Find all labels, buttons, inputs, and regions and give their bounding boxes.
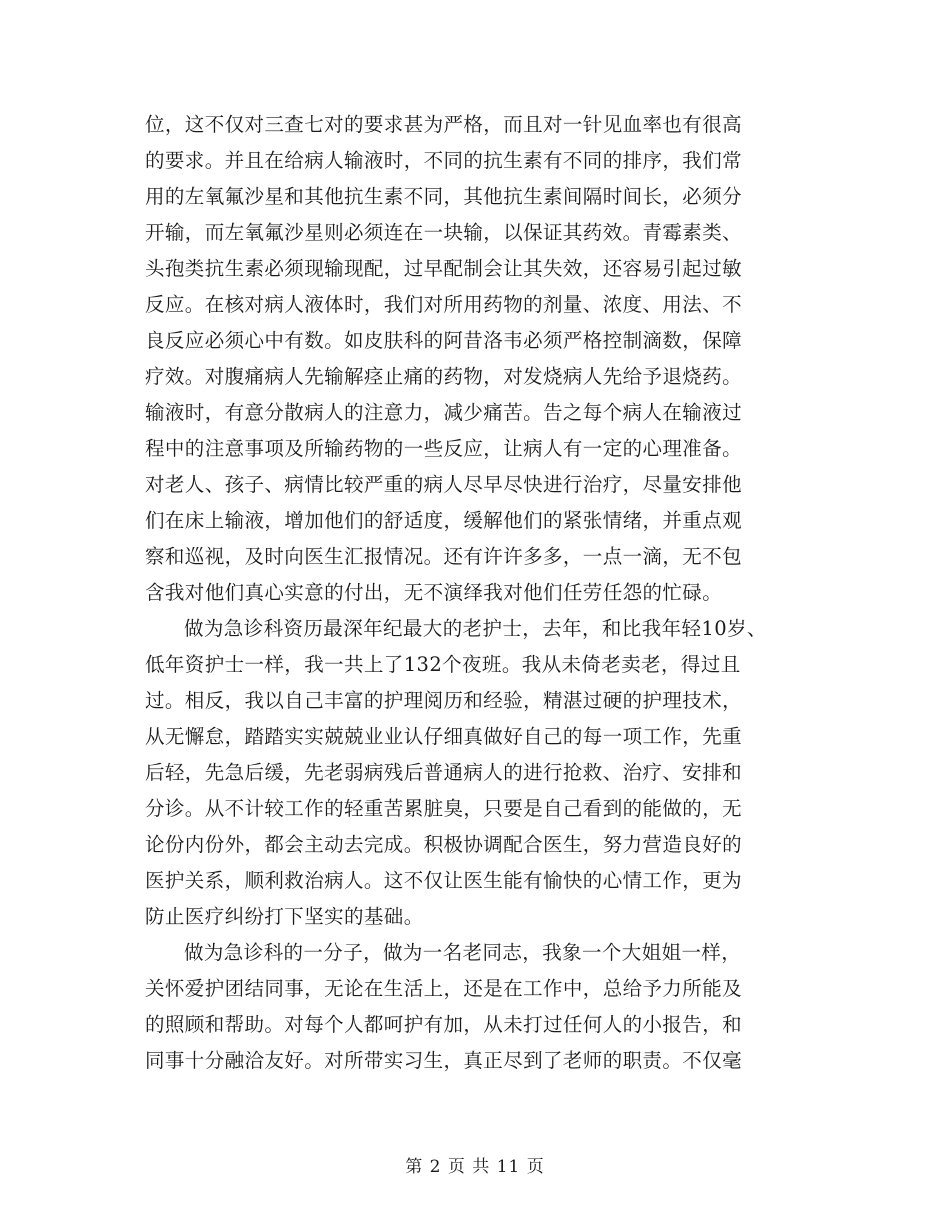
- text-line: 含我对他们真心实意的付出，无不演绎我对他们任劳任怨的忙碌。: [145, 581, 723, 604]
- text-line: 同事十分融洽友好。对所带实习生，真正尽到了老师的职责。不仅毫: [145, 1049, 743, 1072]
- text-line: 们在床上输液，增加他们的舒适度，缓解他们的紧张情绪，并重点观: [145, 509, 743, 532]
- text-line: 的要求。并且在给病人输液时，不同的抗生素有不同的排序，我们常: [145, 149, 743, 172]
- text-line: 防止医疗纠纷打下坚实的基础。: [145, 905, 424, 928]
- document-body: [145, 107, 825, 1079]
- text-line: 关怀爱护团结同事，无论在生活上，还是在工作中，总给予力所能及: [145, 977, 743, 1000]
- paragraph-first-line: 做为急诊科的一分子，做为一名老同志，我象一个大姐姐一样，: [184, 941, 742, 964]
- text-line: 程中的注意事项及所输药物的一些反应，让病人有一定的心理准备。: [145, 437, 743, 460]
- text-line: 头孢类抗生素必须现输现配，过早配制会让其失效，还容易引起过敏: [145, 257, 743, 280]
- paragraph-first-line: 做为急诊科资历最深年纪最大的老护士，去年，和比我年轻10岁、: [184, 617, 767, 640]
- text-line: 良反应必须心中有数。如皮肤科的阿昔洛韦必须严格控制滴数，保障: [145, 329, 743, 352]
- text-line: 医护关系，顺利救治病人。这不仅让医生能有愉快的心情工作，更为: [145, 869, 743, 892]
- text-line: 对老人、孩子、病情比较严重的病人尽早尽快进行治疗，尽量安排他: [145, 473, 743, 496]
- text-line: 输液时，有意分散病人的注意力，减少痛苦。告之每个病人在输液过: [145, 401, 743, 424]
- text-line: 从无懈怠，踏踏实实兢兢业业认仔细真做好自己的每一项工作，先重: [145, 725, 743, 748]
- text-line: 后轻，先急后缓，先老弱病残后普通病人的进行抢救、治疗、安排和: [145, 761, 743, 784]
- text-line: 疗效。对腹痛病人先输解痉止痛的药物，对发烧病人先给予退烧药。: [145, 365, 743, 388]
- text-line: 的照顾和帮助。对每个人都呵护有加，从未打过任何人的小报告，和: [145, 1013, 743, 1036]
- text-line: 用的左氧氟沙星和其他抗生素不同，其他抗生素间隔时间长，必须分: [145, 185, 743, 208]
- page-footer: 第 2 页 共 11 页: [405, 1157, 545, 1177]
- text-line: 察和巡视，及时向医生汇报情况。还有许许多多，一点一滴，无不包: [145, 545, 743, 568]
- text-line: 反应。在核对病人液体时，我们对所用药物的剂量、浓度、用法、不: [145, 293, 743, 316]
- text-line: 分诊。从不计较工作的轻重苦累脏臭，只要是自己看到的能做的，无: [145, 797, 743, 820]
- text-line: 开输，而左氧氟沙星则必须连在一块输，以保证其药效。青霉素类、: [145, 221, 743, 244]
- text-line: 低年资护士一样，我一共上了132个夜班。我从未倚老卖老，得过且: [145, 653, 741, 676]
- text-line: 过。相反，我以自己丰富的护理阅历和经验，精湛过硬的护理技术，: [145, 689, 743, 712]
- text-line: 位，这不仅对三查七对的要求甚为严格，而且对一针见血率也有很高: [145, 113, 743, 136]
- text-line: 论份内份外，都会主动去完成。积极协调配合医生，努力营造良好的: [145, 833, 743, 856]
